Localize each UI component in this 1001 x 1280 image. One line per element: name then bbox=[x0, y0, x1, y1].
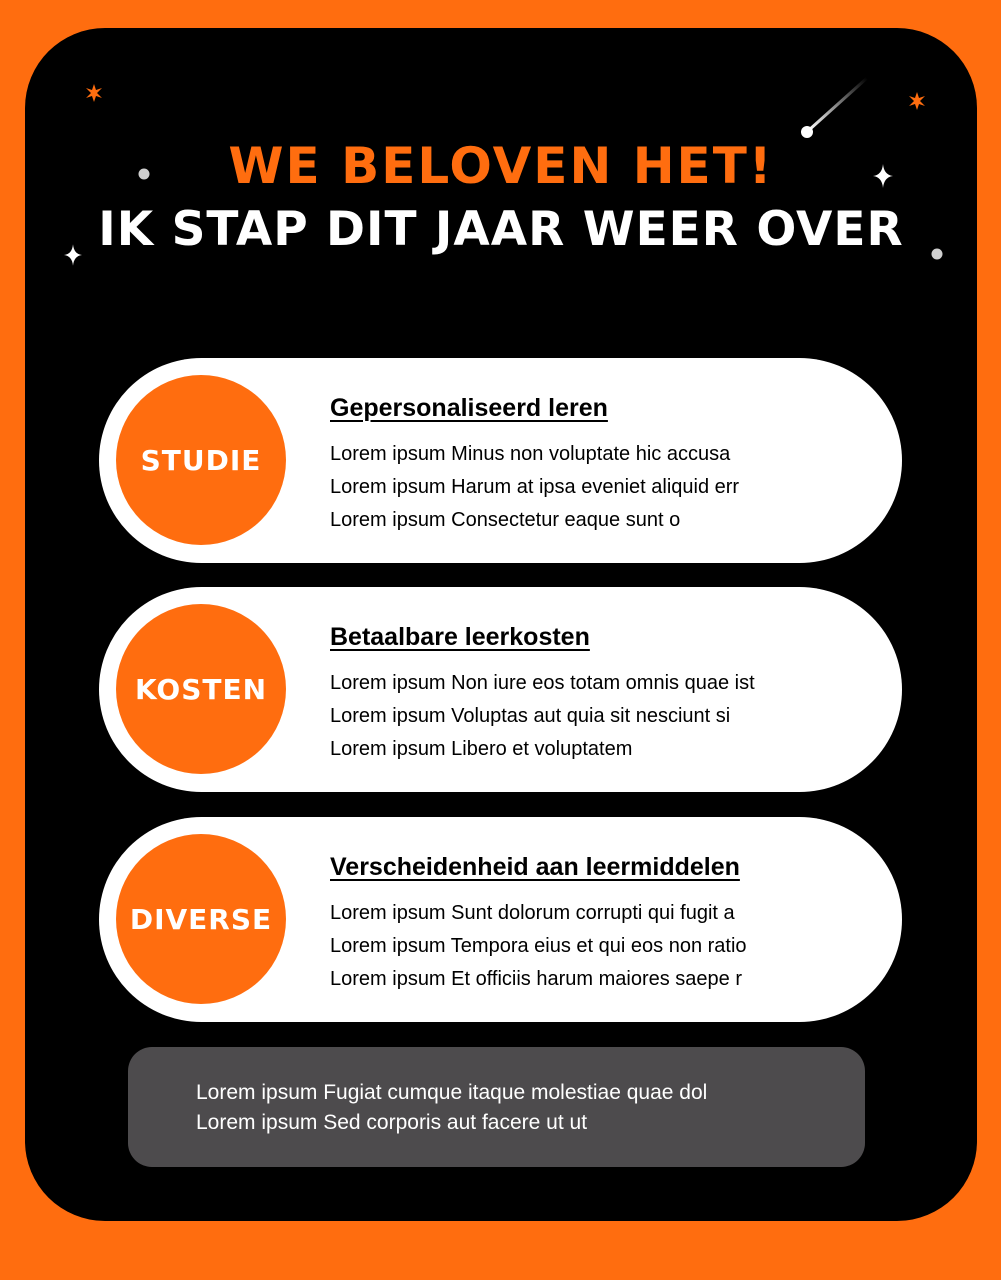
poster-frame bbox=[25, 28, 977, 1221]
orange-star-icon bbox=[85, 84, 103, 102]
footer-box bbox=[128, 1047, 865, 1167]
card-text bbox=[330, 438, 739, 537]
badge-label: KOSTEN bbox=[134, 672, 268, 706]
card-line: Lorem ipsum Libero et voluptatem bbox=[330, 738, 633, 760]
card-title: Verscheidenheid aan leermiddelen bbox=[330, 853, 740, 881]
card-line: Lorem ipsum Consectetur eaque sunt o bbox=[330, 509, 681, 531]
headline-primary: WE BELOVEN HET! bbox=[228, 137, 774, 195]
card-line: Lorem ipsum Non iure eos totam omnis quae ist bbox=[330, 672, 755, 694]
card-line: Lorem ipsum Voluptas aut quia sit nesciunt si bbox=[330, 705, 731, 727]
card-diverse bbox=[99, 817, 902, 1022]
card-line: Lorem ipsum Harum at ipsa eveniet aliquid err bbox=[330, 476, 740, 498]
footer-line: Lorem ipsum Sed corporis aut facere ut ut bbox=[196, 1111, 588, 1134]
badge-circle bbox=[116, 604, 286, 774]
headline-secondary: IK STAP DIT JAAR WEER OVER bbox=[98, 202, 904, 257]
card-title: Betaalbare leerkosten bbox=[330, 623, 590, 651]
footer-text bbox=[196, 1078, 707, 1138]
card-line: Lorem ipsum Sunt dolorum corrupti qui fugit a bbox=[330, 902, 735, 924]
card-title: Gepersonaliseerd leren bbox=[330, 394, 608, 422]
card-line: Lorem ipsum Et officiis harum maiores saepe r bbox=[330, 968, 743, 990]
footer-line: Lorem ipsum Fugiat cumque itaque molestiae quae dol bbox=[196, 1081, 708, 1104]
card-kosten bbox=[99, 587, 902, 792]
card-text bbox=[330, 667, 755, 766]
shooting-star-icon bbox=[795, 74, 870, 140]
badge-label: STUDIE bbox=[140, 443, 262, 477]
card-studie bbox=[99, 358, 902, 563]
card-line: Lorem ipsum Minus non voluptate hic accusa bbox=[330, 443, 731, 465]
card-text bbox=[330, 897, 747, 996]
orange-star-icon bbox=[908, 92, 926, 110]
badge-label: DIVERSE bbox=[129, 902, 273, 936]
badge-circle bbox=[116, 834, 286, 1004]
card-line: Lorem ipsum Tempora eius et qui eos non ratio bbox=[330, 935, 747, 957]
badge-circle bbox=[116, 375, 286, 545]
